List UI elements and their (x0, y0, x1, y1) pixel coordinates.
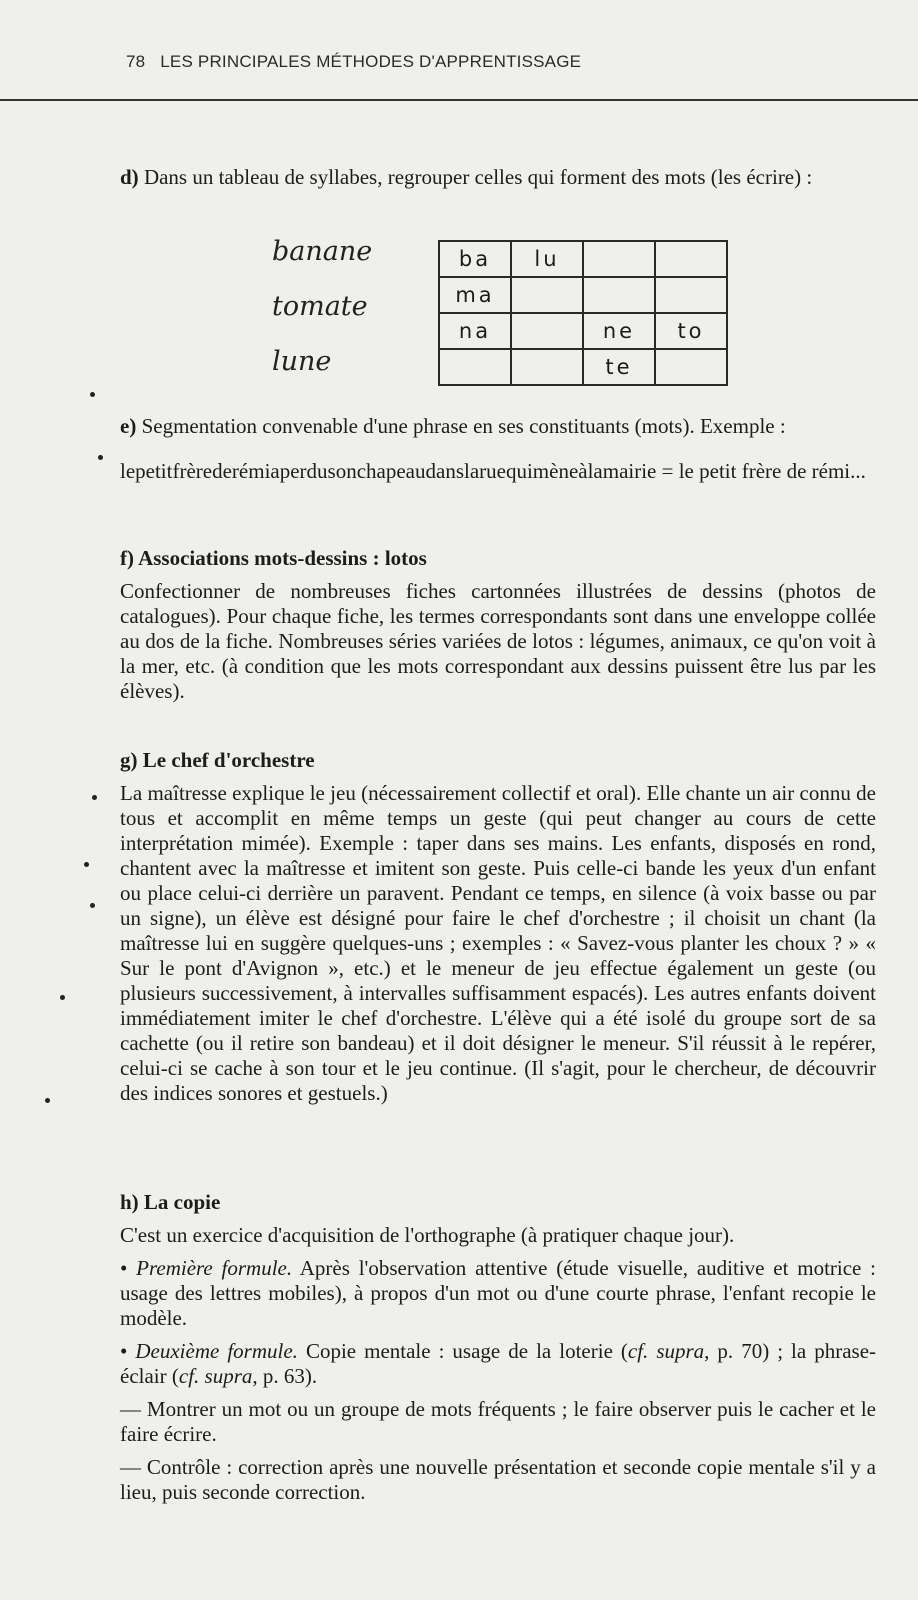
syllable-cell (511, 277, 583, 313)
syllable-cell (655, 277, 727, 313)
syllable-cell: ba (439, 241, 511, 277)
ink-speck (60, 995, 65, 1000)
section-g-heading: g) Le chef d'orchestre (120, 748, 315, 772)
syllable-cell (511, 313, 583, 349)
formula-one (120, 1256, 876, 1331)
handwritten-word: banane (272, 236, 373, 267)
syllable-table (438, 240, 728, 386)
header-rule (0, 99, 918, 101)
cf-supra: cf. supra (627, 1339, 705, 1363)
ink-speck (45, 1098, 50, 1103)
ink-speck (90, 392, 95, 397)
section-f-heading: f) Associations mots-dessins : lotos (120, 546, 427, 570)
formula-one-label: Première formule. (136, 1256, 293, 1280)
page-number: 78 (126, 52, 146, 71)
section-h-intro: C'est un exercice d'acquisition de l'orthographe (à pratiquer chaque jour). (120, 1223, 735, 1247)
syllable-cell (583, 241, 655, 277)
section-h (120, 1190, 876, 1505)
section-g-text: La maîtresse explique le jeu (nécessairement collectif et oral). Elle chante un air connu de tous et accomplit en même temps un geste (qui peut changer au cours de cette interprétation mimée). Exemple : taper dans ses mains. Les enfants, disposés en rond, chantent avec la maîtresse et imitent son geste. Puis celle-ci bande les yeux d'un enfant ou place celui-ci derrière un paravent. Pendant ce temps, en silence (à voix basse ou par un signe), un élève est désigné pour faire le chef d'orchestre ; il choisit un chant (la maîtresse lui en suggère quelques-uns ; exemples : « Savez-vous planter les choux ? » « Sur le pont d'Avignon », etc.) et le meneur de jeu effectue également un geste (ou plusieurs successivement, à intervalles suffisamment espacés). Les autres enfants doivent immédiatement imiter le chef d'orchestre. L'élève qui a été isolé du groupe sort de sa cachette (ou il retire son bandeau) et il doit désigner le meneur. S'il réussit à le repérer, celui-ci se cache à son tour et le jeu continue. (Il s'agit, pour le chercheur, de découvrir des indices sonores et gestuels.) (120, 781, 876, 1105)
table-row (439, 241, 727, 277)
syllable-cell: te (583, 349, 655, 385)
section-f-text: Confectionner de nombreuses fiches cartonnées illustrées de dessins (photos de catalogues). Pour chaque fiche, les termes correspondants sont dans une enveloppe collée au dos de la fiche. Nombreuses séries variées de lotos : légumes, animaux, ce qu'on voit à la mer, etc. (à condition que les mots correspondant aux dessins puissent être lus par les élèves). (120, 579, 876, 703)
section-e-text: Segmentation convenable d'une phrase en ses constituants (mots). Exemple : (141, 414, 786, 438)
syllable-cell: to (655, 313, 727, 349)
running-head (126, 52, 581, 72)
formula-one-text: Après l'observation attentive (étude visuelle, auditive et motrice : usage des lettres mobiles), à propos d'un mot ou d'une courte phrase, l'enfant recopie le modèle. (120, 1256, 877, 1330)
syllable-cell (439, 349, 511, 385)
ink-speck (92, 795, 97, 800)
formula-two-text-b: , p. 70) ; la phrase-éclair ( (120, 1339, 877, 1388)
syllable-cell: ne (583, 313, 655, 349)
syllable-cell (511, 349, 583, 385)
bullet: • (120, 1339, 128, 1363)
syllable-cell (655, 241, 727, 277)
dash-item: — Montrer un mot ou un groupe de mots fréquents ; le faire observer puis le cacher et le faire écrire. (120, 1397, 876, 1446)
running-title: LES PRINCIPALES MÉTHODES D'APPRENTISSAGE (160, 52, 582, 71)
syllable-cell (583, 277, 655, 313)
section-d-label: d) (120, 165, 139, 189)
dash-item: — Contrôle : correction après une nouvelle présentation et seconde copie mentale s'il y a lieu, puis seconde correction. (120, 1455, 876, 1504)
section-e (120, 414, 876, 484)
section-e-label: e) (120, 414, 137, 438)
bullet: • (120, 1256, 128, 1280)
handwritten-word-list (272, 232, 422, 397)
cf-supra: cf. supra (178, 1364, 253, 1388)
ink-speck (98, 455, 103, 460)
syllable-cell (655, 349, 727, 385)
section-e-example: lepetitfrèrederémiaperdusonchapeaudanslaruequimèneàlamairie = le petit frère de rémi... (120, 459, 866, 483)
formula-two-text-a: Copie mentale : usage de la loterie ( (305, 1339, 628, 1363)
syllable-cell: na (439, 313, 511, 349)
syllable-cell: ma (439, 277, 511, 313)
formula-two-label: Deuxième formule. (135, 1339, 298, 1363)
formula-two (120, 1339, 876, 1389)
syllable-cell: lu (511, 241, 583, 277)
section-d-text: Dans un tableau de syllabes, regrouper celles qui forment des mots (les écrire) : (143, 165, 813, 189)
section-h-heading: h) La copie (120, 1190, 221, 1214)
table-row (439, 349, 727, 385)
table-row (439, 277, 727, 313)
section-d (120, 165, 876, 190)
ink-speck (90, 903, 95, 908)
table-row (439, 313, 727, 349)
ink-speck (84, 862, 89, 867)
section-g (120, 748, 876, 1106)
handwritten-word: tomate (272, 291, 368, 322)
section-f (120, 546, 876, 704)
formula-two-text-c: , p. 63). (252, 1364, 318, 1388)
handwritten-word: lune (272, 346, 332, 377)
